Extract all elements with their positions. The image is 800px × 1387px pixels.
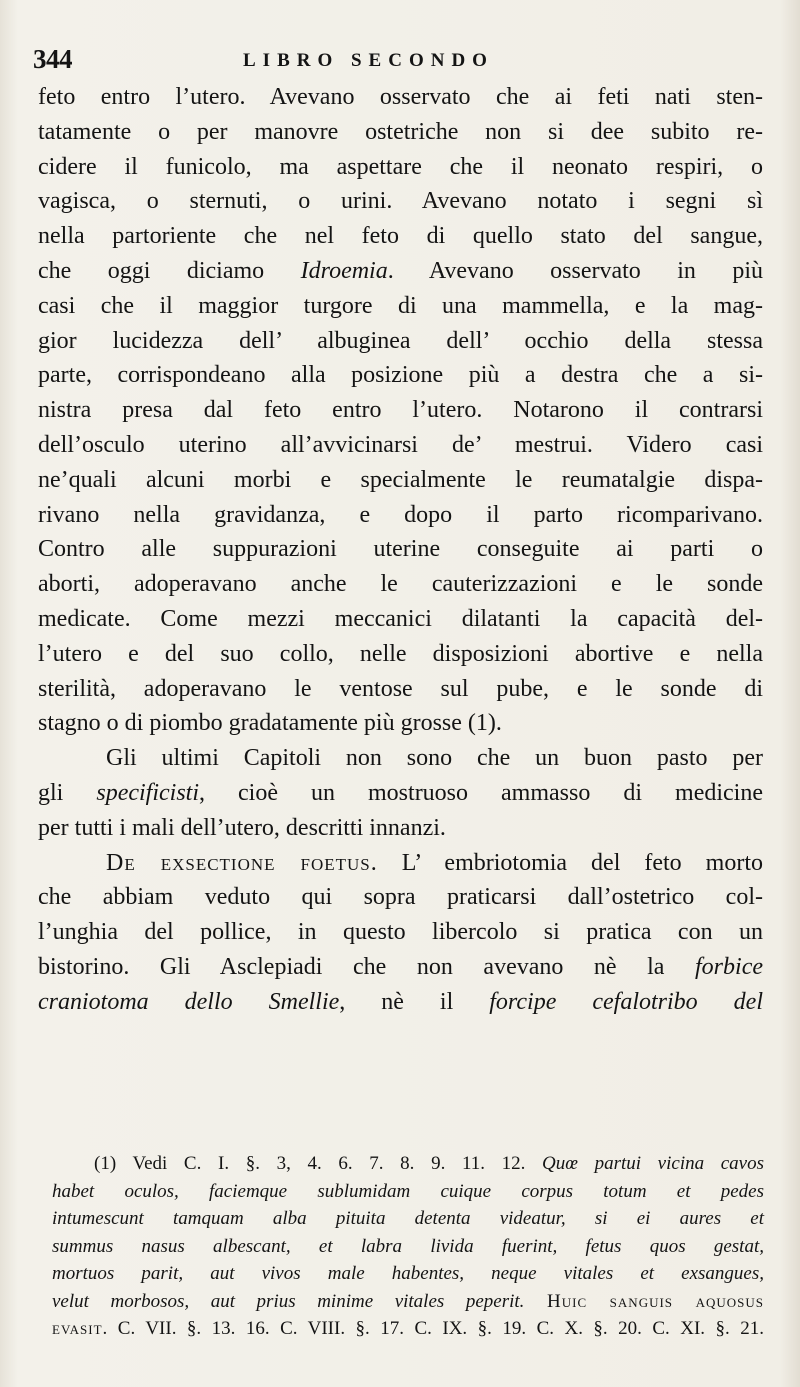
text-segment: velut morbosos, aut prius minime vitales peperit. xyxy=(52,1290,525,1312)
text-segment: , nè il xyxy=(339,988,490,1015)
body-line xyxy=(38,428,763,463)
text-segment: nella partoriente che nel feto di quello stato del sangue, xyxy=(38,223,763,250)
body-line xyxy=(38,463,763,498)
body-line xyxy=(38,254,763,289)
body-line xyxy=(38,358,763,393)
text-segment: gior lucidezza dell’ albuginea dell’ occhio della stessa xyxy=(38,327,763,354)
text-segment: forbice xyxy=(695,953,763,980)
text-segment: cidere il funicolo, ma aspettare che il neonato respiri, o xyxy=(38,153,763,180)
body-text xyxy=(38,80,763,1020)
body-line xyxy=(38,985,763,1020)
body-line xyxy=(38,672,763,707)
body-line xyxy=(38,950,763,985)
text-segment: per tutti i mali dell’utero, descritti innanzi. xyxy=(38,814,446,841)
text-segment: dell’osculo uterino all’avvicinarsi de’ mestrui. Videro casi xyxy=(38,431,763,458)
footnote-line xyxy=(52,1178,764,1206)
text-segment: rivano nella gravidanza, e dopo il parto ricomparivano. xyxy=(38,501,763,528)
text-segment: casi che il maggior turgore di una mammella, e la mag- xyxy=(38,292,763,319)
text-segment: Contro alle suppurazioni uterine conseguite ai parti o xyxy=(38,536,763,563)
footnote-line xyxy=(52,1260,764,1288)
text-segment: . C. VII. §. 13. 16. C. VIII. §. 17. C. IX. §. 19. C. X. §. 20. C. XI. §. 21. xyxy=(102,1318,764,1339)
text-segment: intumescunt tamquam alba pituita detenta videatur, si ei aures et xyxy=(52,1208,764,1229)
text-segment: Quœ partui vicina cavos xyxy=(542,1153,765,1174)
body-line xyxy=(38,289,763,324)
text-segment: parte, corrispondeano alla posizione più a destra che a si- xyxy=(38,362,763,389)
body-line xyxy=(38,393,763,428)
body-line xyxy=(38,776,763,811)
text-segment: summus nasus albescant, et labra livida fuerint, fetus quos gestat, xyxy=(52,1235,764,1257)
text-segment: craniotoma dello Smellie xyxy=(38,988,340,1015)
body-line xyxy=(38,741,763,776)
text-segment: mortuos parit, aut vivos male habentes, neque vitales et exsangues, xyxy=(52,1263,764,1284)
text-segment: medicate. Come mezzi meccanici dilatanti la capacità del- xyxy=(38,605,763,632)
footnotes xyxy=(52,1150,764,1343)
page-number: 344 xyxy=(33,44,72,74)
text-segment: . Avevano osservato in più xyxy=(387,257,764,284)
running-head: LIBRO SECONDO xyxy=(243,50,494,71)
body-line xyxy=(38,811,763,846)
footnote-line xyxy=(52,1288,764,1316)
body-line xyxy=(38,498,763,533)
text-segment: che oggi diciamo xyxy=(38,257,301,284)
text-segment: vagisca, o sternuti, o urini. Avevano notato i segni sì xyxy=(38,188,763,215)
text-segment: evasit xyxy=(52,1318,103,1339)
body-line xyxy=(38,184,763,219)
text-segment: l’utero e del suo collo, nelle disposizioni abortive e nella xyxy=(38,640,763,667)
text-segment: , cioè un mostruoso ammasso di medicine xyxy=(199,779,763,806)
text-segment: Idroemia xyxy=(300,257,388,284)
text-segment: ne’quali alcuni morbi e specialmente le reumatalgie dispa- xyxy=(38,466,763,493)
text-segment: nistra presa dal feto entro l’utero. Notarono il contrarsi xyxy=(38,397,763,424)
text-segment: l’unghia del pollice, in questo libercolo si pratica con un xyxy=(38,919,763,946)
text-segment: Gli ultimi Capitoli non sono che un buon pasto per xyxy=(106,745,763,772)
text-segment: sterilità, adoperavano le ventose sul pube, e le sonde di xyxy=(38,675,763,702)
text-segment: che abbiam veduto qui sopra praticarsi dall’ostetrico col- xyxy=(38,884,763,911)
text-segment: forcipe cefalotribo del xyxy=(489,988,763,1015)
text-segment: gli xyxy=(38,779,97,806)
body-line xyxy=(38,324,763,359)
text-segment: feto entro l’utero. Avevano osservato che ai feti nati sten- xyxy=(38,84,763,110)
body-line xyxy=(38,880,763,915)
page-header xyxy=(33,40,763,80)
body-line xyxy=(38,706,763,741)
text-segment: De exsectione foetus. xyxy=(106,849,378,876)
body-line xyxy=(38,219,763,254)
footnote-line xyxy=(52,1233,764,1261)
text-segment: L’ embriotomia del feto morto xyxy=(377,849,763,876)
body-line xyxy=(38,80,763,115)
text-segment: stagno o di piombo gradatamente più grosse (1). xyxy=(38,710,502,737)
body-line xyxy=(38,532,763,567)
body-line xyxy=(38,115,763,150)
body-line xyxy=(38,567,763,602)
footnote-line xyxy=(52,1205,764,1233)
text-segment: Huic sanguis aquosus xyxy=(524,1290,764,1312)
text-segment: habet oculos, faciemque sublumidam cuique corpus totum et pedes xyxy=(52,1180,764,1202)
text-segment: (1) Vedi C. I. §. 3, 4. 6. 7. 8. 9. 11. 12. xyxy=(94,1153,543,1174)
body-line xyxy=(38,915,763,950)
body-line xyxy=(38,150,763,185)
body-line xyxy=(38,637,763,672)
body-line xyxy=(38,846,763,881)
body-line xyxy=(38,602,763,637)
footnote-line xyxy=(52,1150,764,1178)
text-segment: tatamente o per manovre ostetriche non si dee subito re- xyxy=(38,118,763,145)
text-segment: bistorino. Gli Asclepiadi che non avevano nè la xyxy=(38,953,696,980)
text-segment: aborti, adoperavano anche le cauterizzazioni e le sonde xyxy=(38,571,763,598)
text-segment: specificisti xyxy=(96,779,200,806)
footnote-line xyxy=(52,1315,764,1343)
